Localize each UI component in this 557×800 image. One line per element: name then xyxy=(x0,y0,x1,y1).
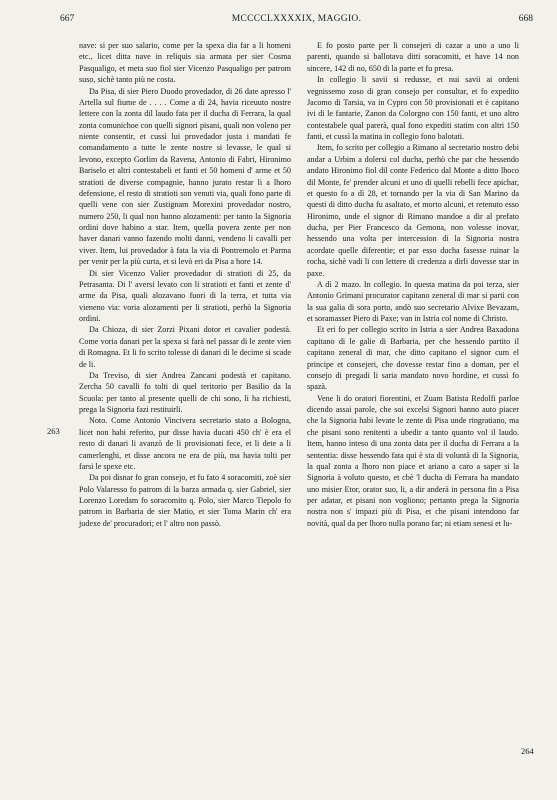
paragraph: Da Chioza, di sier Zorzi Pixani dotor et cavalier podestà. Come voria danari per la spexa si farà nel passar di le zente vien di Romagna. Et li fo scrito tolesse di danari di le decime si scade de li. xyxy=(79,325,291,369)
paragraph: Item, fo scrito per collegio a Rimano al secretario nostro debi andar a Urbim a dolersi col ducha, perhò che par che hessendo andato Hironimo fiol dil conte Federico dal Monte a ditto lhoco dil Monte, fe' prender alcuni et uno di quelli rebelli fece apichar, et questo fo a dì 28, et tornando per la via di San Marino da questi di ditto ducha fu asaltato, et morto alcuni, et retenuto esso Hironimo, unde el signor di Rimano mandoe a dir al prefato ducha, per Pier Francesco da Gemona, non volesse inovar, hessendo una volta per intercession di la Signoria nostra acordate quelle diferentie; et par esso ducha fasesse ruinar la rocha, sichè vadi li con lettere di credenza a dirli dovesse star in paxe. xyxy=(307,143,519,278)
page-header xyxy=(60,12,533,26)
paragraph: Di sier Vicenzo Valier provedador di stratioti di 25, da Petrasanta. Di l' aversi levato con li stratioti et fanti et zente d' arme da Pisa, quali alozavano fuori di la terra, et tutta via vieneno via: voria alozamenti per li stratioti, perhò la Signoria ordini. xyxy=(79,268,291,323)
paragraph: E fo posto parte per li consejeri di cazar a uno a uno li parenti, quando si ballotava ditti soracomiti, et have 14 non sincere, 142 di no, 650 di la parte et fu presa. xyxy=(307,41,519,73)
margin-number-left: 263 xyxy=(47,426,60,436)
paragraph: Noto. Come Antonio Vincivera secretario stato a Bologna, licet non habi referito, pur disse havia ducati 450 ch' è era el resto di danari li avanzò de li provisionati fece, et li dete a li camerlenghi, et disse ancora ne era de più, ma havia tolti per farsi le spexe etc. xyxy=(79,416,291,471)
left-column xyxy=(79,40,291,529)
paragraph: Vene li do oratori fiorentini, et Zuam Batista Redolfi parloe dicendo assai parole, che soi excelsi Signori hanno auto piacer che la Signoria habi levate le zente di Pisa unde ringratiano, ma che pisani sono renitenti a ubedir a tanto quanto vol il laudo. Item, hanno inteso di una zonta data per il ducha di Ferrara a la sententia: disse hessendo fata qui è sta di voluntà di la Signoria, la qual zonta a lhoro non piace et ariano a caro a saper si la Signoria à voluto questo, et cbè 'l ducha di Ferrara ha mandato uno misier Etor, orator suo, li, a dir anderà in persona fin a Pisa per adatar, et pisani non vogliono; pertanto prega la Signoria nostra non s' impazi più di Pisa, et che pisani intendono far novità, qual da per lhoro nulla porano far; ni etiam senesi et lu- xyxy=(307,393,519,528)
page-number-right: 668 xyxy=(518,14,533,24)
paragraph: Da Pisa, di sier Piero Duodo provedador, di 26 date apresso l' Artella sul fiume de . . . . Come a di 24, havia riceuuto nostre lettere con la zonta dil laudo fata per il ducha di Ferrara, la qual zonta comunichoe con quelli signori pisani, quali non voleno per niente consentir, et cussì lui provedador justa i mandati fe comandamento a tutte le zente nostre si levasse, le qual si levono, excepto Gorlim da Ravena, Antonio di Fabri, Hironimo Bariselo et altri contestabeli et fanti et 50 homeni d' arme et 50 stratioti de diverse compagnie, hanno jurato restar li a lhoro defensione, el resto di stratioti son venuti via, quali fono parte di quelli vene con sier Zustignam Morexini provedador nostro, numero 250, li qual non hanno alozamenti: per tanto la Signoria ordini dove habino a star. Item, quella povera zente per non haver danari vanno fazendo molti danni, vendeno li cavalli per viver. Item, lui provedador à fata la via di Pontremolo et Parma per venir per la più curta, et si levò eri da Pisa a hore 14. xyxy=(79,86,291,267)
running-title: MCCCCLXXXXIX, MAGGIO. xyxy=(231,14,362,24)
page-number-left: 667 xyxy=(60,14,75,24)
paragraph: Da Treviso, di sier Andrea Zancani podestà et capitano. Zercha 50 cavalli fo tolti di quel teritorio per Basilio da la Scuola: per tanto al presente quelli de chi sono, li ha richiesti, prega la Signoria fazi restituirli. xyxy=(79,370,291,414)
paragraph: In collegio li savii si redusse, et nui savii ai ordeni vegnissemo zoso di gran consejo per consultar, et fo expedito Jacomo di Tarsia, va in Cypro con 50 provisionati et è capitano ivi di le fantarie, Zanon da Colorgno con 150 fanti, et uno altro contestabele qual parerà, qual fono expediti statim con altri 150 fanti, et cussì la matina in collegio fono balotati. xyxy=(307,75,519,141)
right-column xyxy=(307,40,519,529)
margin-number-right: 264 xyxy=(521,746,534,756)
paragraph: Et eri fo per collegio scrito in Istria a sier Andrea Baxadona capitano di le galie di Barbaria, per che hessendo partito il capitano zeneral di mar, che ditto capitano el signor cum el principe et consejeri, che dovesse restar fino a doman, per el consejo di pregadi li saria mandato novo hordine, et cussì fo spazà. xyxy=(307,325,519,392)
paragraph: nave: si per suo salario, come per la spexa dia far a li homeni etc., licet ditta nave in reliquis sia armata per sier Cosma Pasqualigo, et meta suo fiol sier Vicenzo Pasqualigo per patrom suso, sichè tanto più ne costa. xyxy=(79,41,291,85)
paragraph: Da poi disnar fo gran consejo, et fu fato 4 soracomiti, zoè sier Polo Valaresso fo patrom di la barza armada q. sier Gabriel, sier Lorenzo Loredam fo soracomito q. Polo, sier Marco Tiepolo fo patrom in Barbaria de sier Matio, et sier Toma Marin ch' era judexe de' procuradori; et l' altro non passò. xyxy=(79,473,291,528)
paragraph: A dì 2 mazo. In collegio. In questa matina da poi terza, sier Antonio Grimani procurator capitano zeneral di mar si partì con la sua galia di sora porto, andò suo secretario Alvixe Bevazam, et soramasser Piero di Paxe; van in Istria col nome di Christo. xyxy=(307,279,519,323)
